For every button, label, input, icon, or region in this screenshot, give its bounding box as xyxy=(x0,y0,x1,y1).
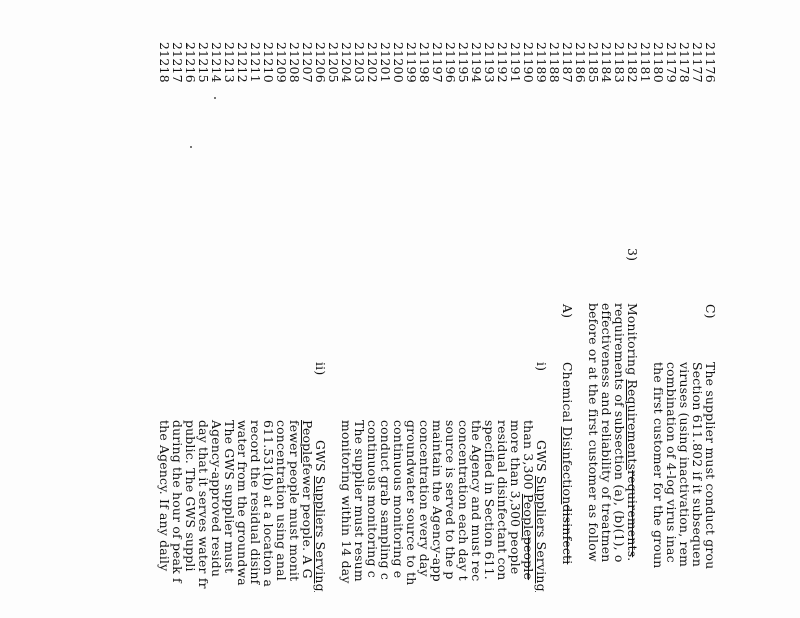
text-21182-b: Requirements xyxy=(625,379,640,471)
text-21189-a: GWS xyxy=(534,440,549,476)
text-21179: combination of 4-log virus inac xyxy=(664,362,679,563)
line-number: 21211 xyxy=(248,42,263,83)
text-21210: 611.531(b) at a location a xyxy=(261,420,276,588)
line-number: 21177 xyxy=(690,42,705,83)
label-A: A) xyxy=(560,304,575,319)
text-21187 xyxy=(560,362,575,564)
text-21182-c: requirements xyxy=(625,470,640,558)
line-number: 21217 xyxy=(170,42,185,83)
label-i: i) xyxy=(534,362,549,372)
text-21212: water from the groundwa xyxy=(235,420,250,586)
text-21196: source is served to the p xyxy=(443,420,458,580)
line-number: 21194 xyxy=(469,42,484,83)
text-21215: day that it serves water fr xyxy=(196,420,211,589)
line-number: 21182 xyxy=(625,42,640,83)
text-21198: concentration every day xyxy=(417,420,432,577)
line-number: 21204 xyxy=(339,42,354,83)
text-21192: residual disinfectant con xyxy=(495,420,510,581)
text-21183: requirements of subsection (a), (b)(1), o xyxy=(612,303,627,563)
text-21218: the Agency. If any daily xyxy=(157,420,172,572)
line-number: 21190 xyxy=(521,42,536,83)
line-number: 21180 xyxy=(651,42,666,83)
line-number: 21183 xyxy=(612,42,627,83)
text-21207-a: People xyxy=(300,420,315,463)
text-21178: viruses (using inactivation, rem xyxy=(677,362,692,568)
text-21206 xyxy=(313,440,328,592)
text-21184: effectiveness and reliability of treatmen xyxy=(599,303,614,563)
text-21206-b: Suppliers Serving xyxy=(313,475,328,592)
line-number: 21181 xyxy=(638,42,653,83)
text-21216: public. The GWS suppli xyxy=(183,420,198,572)
line-number: 21178 xyxy=(677,42,692,83)
text-21199: groundwater source to th xyxy=(404,420,419,586)
line-number: 21176 xyxy=(703,42,718,83)
text-21191: more than 3,300 people xyxy=(508,420,523,575)
line-number: 21215 xyxy=(196,42,211,83)
text-21195: concentration each day t xyxy=(456,420,471,581)
line-number: 21200 xyxy=(391,42,406,83)
text-21193: specified in Section 611. xyxy=(482,420,497,580)
line-number: 21207 xyxy=(300,42,315,83)
line-number: 21202 xyxy=(365,42,380,83)
text-21208: fewer people must monit xyxy=(287,420,302,582)
text-21211: record the residual disinf xyxy=(248,420,263,585)
line-number: 21209 xyxy=(274,42,289,83)
text-21217: during the hour of peak f xyxy=(170,420,185,583)
text-21180: the first customer for the groun xyxy=(651,362,666,569)
line-number: 21208 xyxy=(287,42,302,83)
text-21182-d: . xyxy=(625,557,640,562)
text-21204: monitoring within 14 day xyxy=(339,420,354,584)
line-number: 21195 xyxy=(456,42,471,83)
line-number: 21206 xyxy=(313,42,328,83)
line-number: 21191 xyxy=(508,42,523,83)
text-21190-a: than 3,300 xyxy=(521,420,536,494)
label-ii: ii) xyxy=(313,362,328,376)
line-number: 21205 xyxy=(326,42,341,83)
line-number: 21201 xyxy=(378,42,393,83)
text-21177: Section 611.802 if it subsequen xyxy=(690,362,705,568)
text-21187-a: Chemical xyxy=(560,362,575,427)
text-21207 xyxy=(300,420,315,579)
line-number: 21192 xyxy=(495,42,510,83)
text-21201: conduct grab sampling c xyxy=(378,420,393,581)
text-21213: The GWS supplier must xyxy=(222,420,237,574)
label-C: C) xyxy=(703,304,718,319)
line-number: 21189 xyxy=(534,42,549,83)
text-21207-b: fewer people. A G xyxy=(300,463,315,579)
text-21187-c: disinfecti xyxy=(560,504,575,565)
line-number: 21198 xyxy=(417,42,432,83)
text-21176: The supplier must conduct grou xyxy=(703,362,718,570)
text-21200: continuous monitoring e xyxy=(391,420,406,579)
text-21190-b: People xyxy=(521,493,536,537)
line-number: 21188 xyxy=(547,42,562,83)
text-21182 xyxy=(625,303,640,561)
text-21190-c: people xyxy=(521,536,536,581)
text-21182-a: Monitoring xyxy=(625,303,640,380)
line-number: 21216 xyxy=(183,42,198,83)
label-3: 3) xyxy=(625,248,640,262)
text-21203: The supplier must resum xyxy=(352,420,367,582)
text-21202: continuous monitoring c xyxy=(365,420,380,578)
text-21194: the Agency and must rec xyxy=(469,420,484,582)
line-number: 21210 xyxy=(261,42,276,83)
line-number: 21214 xyxy=(209,42,224,83)
line-number: 21203 xyxy=(352,42,367,83)
text-21214: Agency-approved residu xyxy=(209,420,224,578)
text-21209: concentration using anal xyxy=(274,420,289,581)
text-21189 xyxy=(534,440,549,592)
text-21197: maintain the Agency-app xyxy=(430,420,445,582)
text-21190 xyxy=(521,420,536,580)
line-number: 21218 xyxy=(157,42,172,83)
line-number: 21186 xyxy=(573,42,588,83)
line-number: 21199 xyxy=(404,42,419,83)
line-number: 21179 xyxy=(664,42,679,83)
line-number: 21213 xyxy=(222,42,237,83)
line-number: 21212 xyxy=(235,42,250,83)
line-number: 21187 xyxy=(560,42,575,83)
text-21206-a: GWS xyxy=(313,440,328,476)
line-number: 21184 xyxy=(599,42,614,83)
line-number: 21185 xyxy=(586,42,601,83)
line-number: 21197 xyxy=(430,42,445,83)
text-21185: before or at the first customer as follow xyxy=(586,303,601,562)
text-21189-b: Suppliers Serving xyxy=(534,475,549,592)
line-number: 21196 xyxy=(443,42,458,83)
line-number: 21193 xyxy=(482,42,497,83)
text-21187-b: Disinfection xyxy=(560,426,575,505)
